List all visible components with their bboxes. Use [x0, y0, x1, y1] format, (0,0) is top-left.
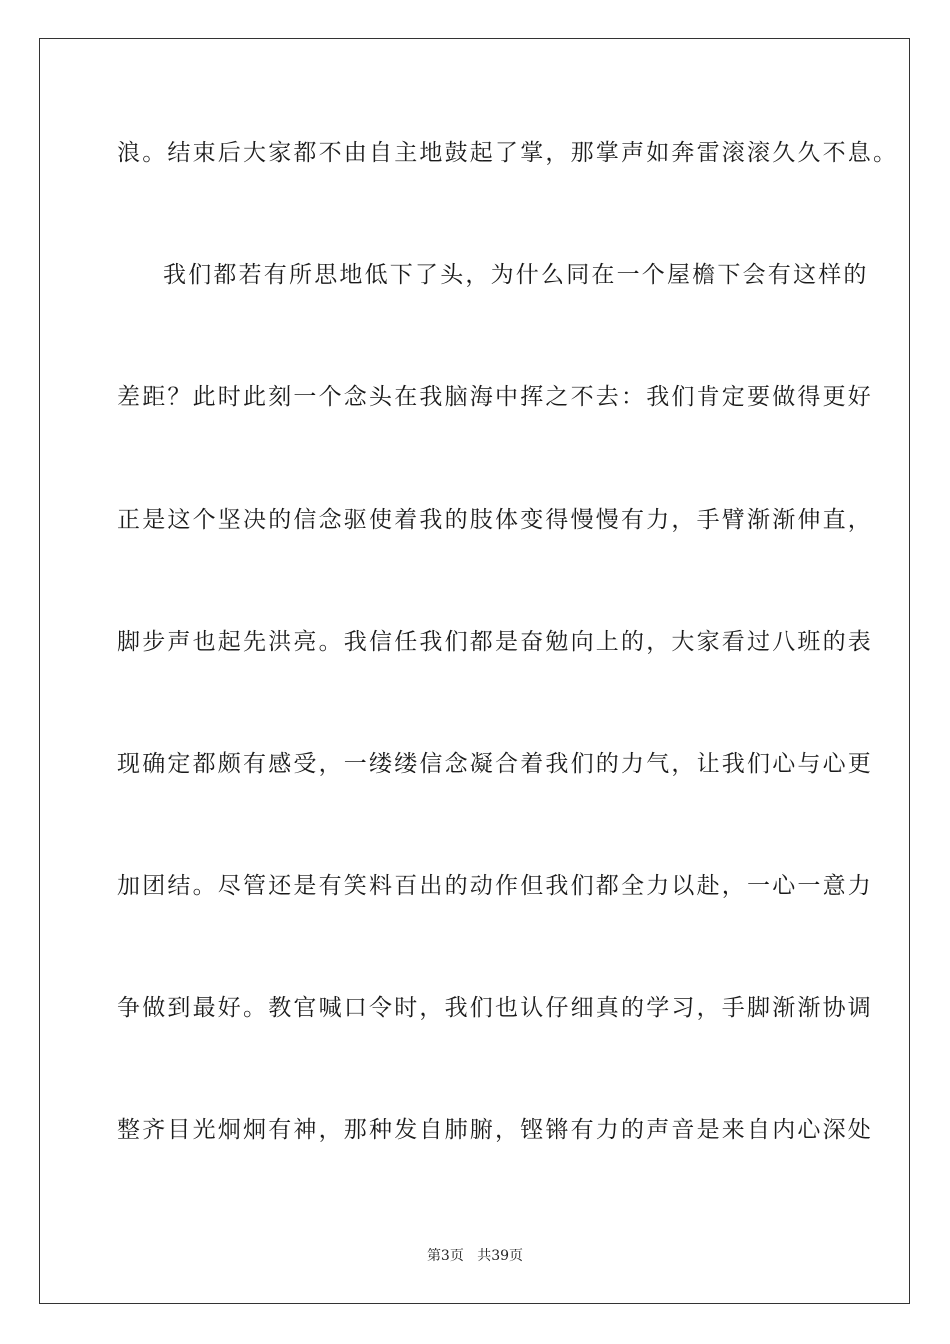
body-text-line-2: 我们都若有所思地低下了头，为什么同在一个屋檐下会有这样的	[163, 262, 869, 288]
page-footer	[0, 1247, 950, 1265]
page-number: 第3页	[426, 1248, 464, 1264]
body-text-line-6: 现确定都颇有感受，一缕缕信念凝合着我们的力气，让我们心与心更	[117, 751, 873, 777]
body-text-line-9: 整齐目光炯炯有神，那种发自肺腑，铿锵有力的声音是来自内心深处	[117, 1117, 873, 1143]
body-text-line-5: 脚步声也起先洪亮。我信任我们都是奋勉向上的，大家看过八班的表	[117, 629, 873, 655]
body-text-line-4: 正是这个坚决的信念驱使着我的肢体变得慢慢有力，手臂渐渐伸直，	[117, 507, 873, 533]
body-text-line-3: 差距？此时此刻一个念头在我脑海中挥之不去：我们肯定要做得更好	[117, 384, 873, 410]
body-text-line-7: 加团结。尽管还是有笑料百出的动作但我们都全力以赴，一心一意力	[117, 873, 873, 899]
body-text-line-8: 争做到最好。教官喊口令时，我们也认仔细真的学习，手脚渐渐协调	[117, 995, 873, 1021]
page-total: 共39页	[477, 1248, 524, 1264]
body-text-line-1: 浪。结束后大家都不由自主地鼓起了掌，那掌声如奔雷滚滚久久不息。	[117, 140, 899, 166]
